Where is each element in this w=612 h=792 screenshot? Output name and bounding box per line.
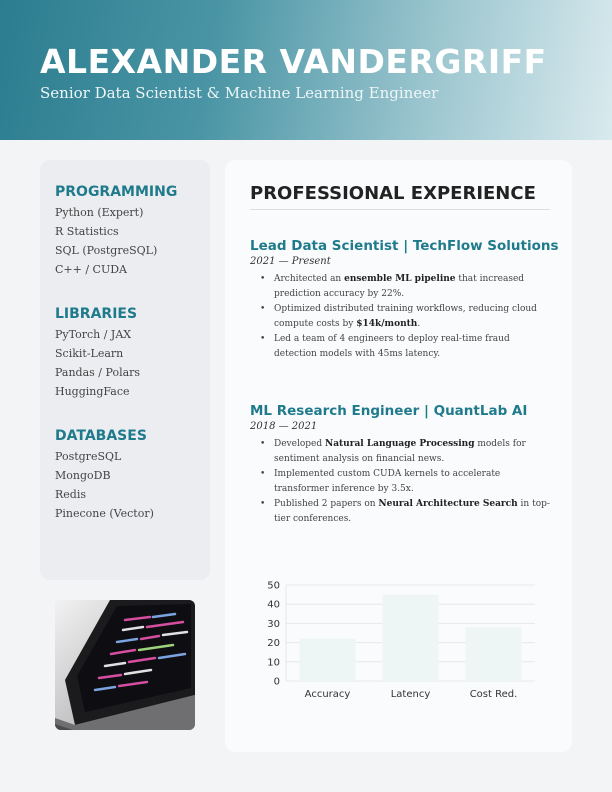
job-bullets (250, 272, 555, 362)
y-tick-label: 50 (267, 580, 280, 592)
skill-item: Pinecone (Vector) (55, 507, 154, 520)
bullet-dot-icon: • (260, 304, 266, 314)
bullet-dot-icon: • (260, 334, 266, 344)
y-tick-label: 30 (267, 618, 280, 630)
y-tick-label: 20 (267, 638, 280, 650)
y-tick-label: 10 (267, 657, 280, 669)
bullet-dot-icon: • (260, 439, 266, 449)
job-date: 2021 — Present (250, 256, 331, 267)
skill-item: MongoDB (55, 469, 111, 482)
section-title-programming: PROGRAMMING (55, 184, 178, 200)
bullet-dot-icon: • (260, 499, 266, 509)
skill-item: C++ / CUDA (55, 263, 127, 276)
x-tick-label: Accuracy (304, 689, 351, 700)
skill-item: Python (Expert) (55, 206, 144, 219)
skill-item: PostgreSQL (55, 450, 122, 463)
job-bullets (250, 437, 555, 527)
skill-item: SQL (PostgreSQL) (55, 244, 158, 257)
job-bullet: • Led a team of 4 engineers to deploy real-time fraud detection models with 45ms latency. (260, 334, 510, 359)
skill-item: PyTorch / JAX (55, 328, 132, 341)
skill-item: HuggingFace (55, 385, 130, 398)
skill-item: Pandas / Polars (55, 366, 141, 379)
job-bullet: • Developed Natural Language Processing models for sentiment analysis on financial news. (260, 439, 526, 464)
y-tick-label: 0 (273, 676, 280, 688)
laptop-code-photo (55, 600, 195, 730)
job-bullet: • Architected an ensemble ML pipeline that increased prediction accuracy by 22%. (260, 274, 525, 299)
job-title: ML Research Engineer | QuantLab AI (250, 403, 528, 419)
candidate-subtitle: Senior Data Scientist & Machine Learning Engineer (40, 84, 439, 102)
bullet-dot-icon: • (260, 469, 266, 479)
x-tick-label: Cost Red. (469, 689, 518, 700)
skill-item: Redis (55, 488, 86, 501)
candidate-name: ALEXANDER VANDERGRIFF (40, 42, 547, 81)
x-tick-label: Latency (390, 689, 431, 700)
section-title-databases: DATABASES (55, 428, 147, 444)
header-banner (0, 0, 612, 140)
job-entry (250, 238, 559, 362)
bullet-dot-icon: • (260, 274, 266, 284)
bar (466, 627, 522, 681)
experience-heading: PROFESSIONAL EXPERIENCE (250, 183, 536, 204)
job-title: Lead Data Scientist | TechFlow Solutions (250, 238, 559, 254)
job-entry (250, 403, 555, 527)
job-bullet: • Implemented custom CUDA kernels to accelerate transformer inference by 3.5x. (260, 469, 501, 494)
section-title-libraries: LIBRARIES (55, 306, 138, 322)
job-bullet: • Published 2 papers on Neural Architecture Search in top-tier conferences. (260, 499, 550, 524)
skills-sidebar (40, 160, 210, 580)
bar (300, 639, 356, 681)
heading-divider (250, 209, 550, 210)
job-date: 2018 — 2021 (250, 421, 318, 432)
bar (383, 595, 439, 681)
y-tick-label: 40 (267, 599, 280, 611)
metrics-bar-chart (250, 575, 550, 705)
skill-item: Scikit-Learn (55, 347, 124, 360)
skill-item: R Statistics (55, 225, 119, 238)
job-bullet: • Optimized distributed training workflows, reducing cloud compute costs by $14k/month. (260, 304, 537, 329)
